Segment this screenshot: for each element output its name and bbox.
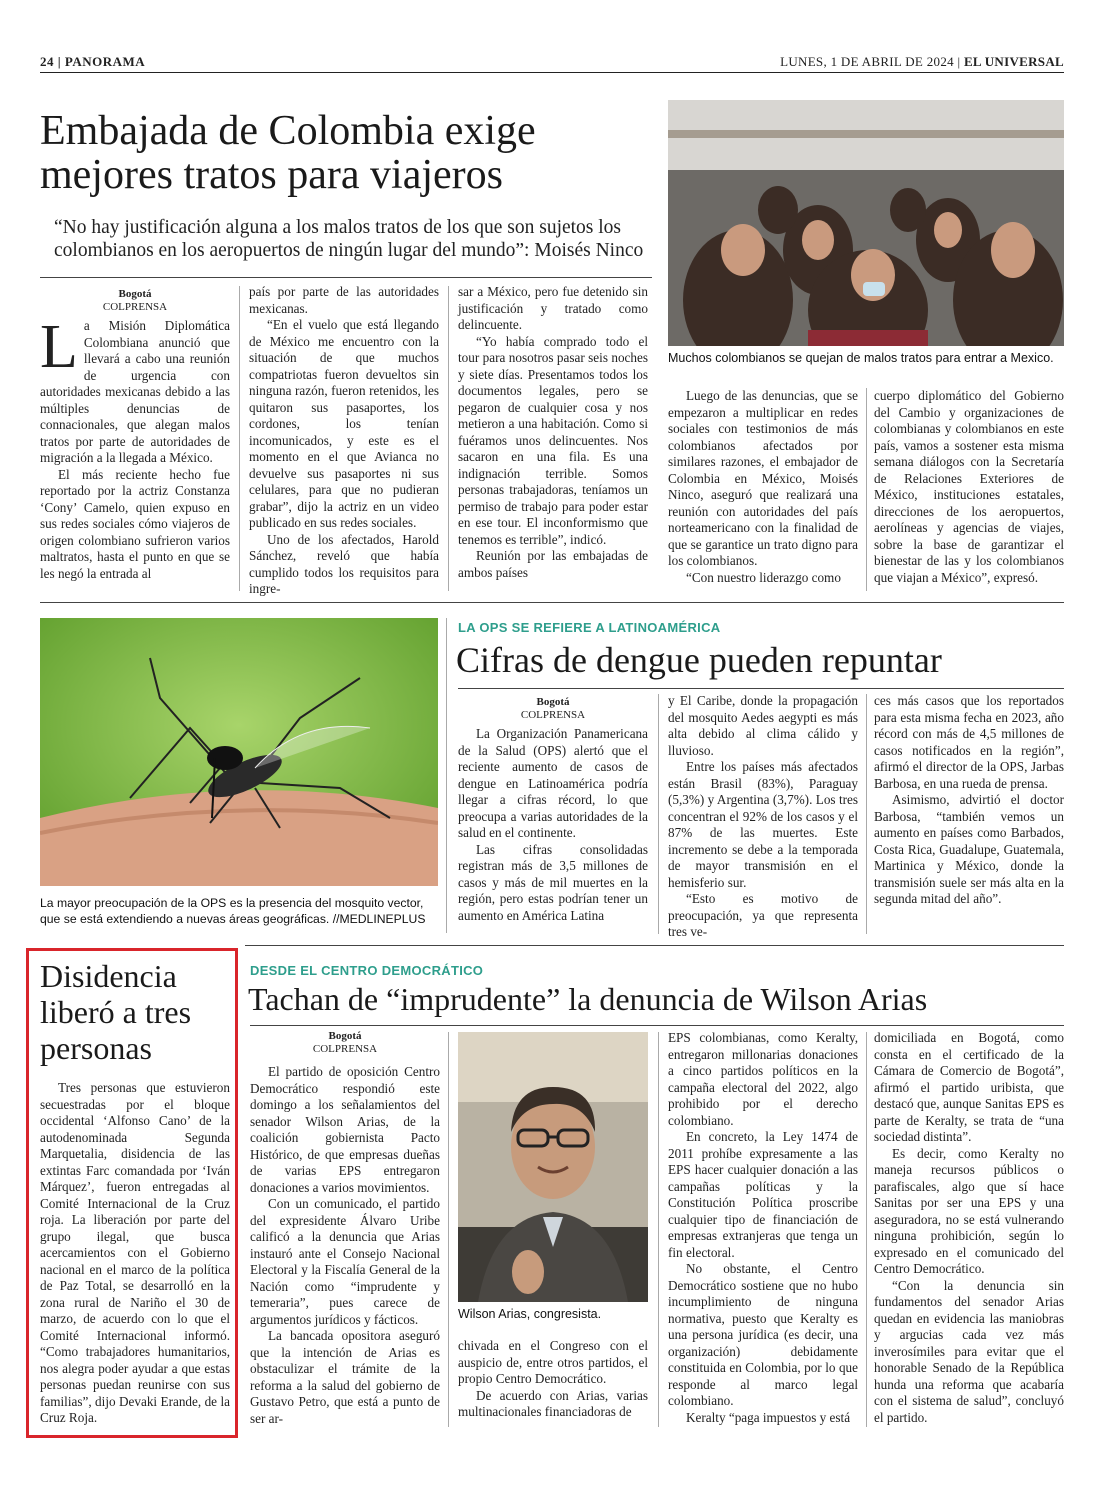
article1-photo-crowd xyxy=(668,100,1064,346)
page-date-masthead: LUNES, 1 DE ABRIL DE 2024 | EL UNIVERSAL xyxy=(780,54,1064,69)
article3-title: Tachan de “imprudente” la denuncia de Wilson Arias xyxy=(248,981,928,1017)
article1-col2: país por parte de las autoridades mexicanas. “En el vuelo que está llegando de México me encuentro con la situación de que muchos compatriotas fueron devueltos sin ninguna razón, fueron retenidos, les quitaron sus pasaportes, los cordones, los tenían incomunicados, y este es el momento en el que Avianca no devuelve sus pasaportes ni sus celulares, para que no pudieran grabar”, dijo la actriz en un video publicado en sus redes sociales. Uno de los afectados, Harold Sánchez, reveló que había cumplido todos los requisitos para ingre- xyxy=(249,284,439,596)
page-section-label: 24 | PANORAMA xyxy=(40,54,146,69)
article3-title-rule xyxy=(250,1025,1064,1026)
article3-col3: EPS colombianas, como Keralty, entregaron millonarias donaciones a cinco partidos políticos en la campaña electoral del 2022, algo prohibido por el derecho colombiano. En concreto, la Ley 1474 de 2011 prohíbe expresamente a las EPS hacer cualquier donación a las campañas políticas y la Constitución Política proscribe cualquier tipo de financiación de empresas extranjeras que tenga un fin electoral. No obstante, el Centro Democrático sostiene que no hubo incumplimiento de ninguna normativa, puesto que Keralty es una persona jurídica (es decir, una organización) debidamente constituida en Colombia, por lo que responde al marco legal colombiano. Keralty “paga impuestos y está xyxy=(668,1030,858,1425)
column-divider xyxy=(658,1032,659,1427)
column-divider xyxy=(866,694,867,934)
byline-agency: COLPRENSA xyxy=(520,709,586,721)
article1-col3: sar a México, pero fue detenido sin justificación y tratado como delincuente. “Yo había comprado todo el tour para nosotros pasar seis noches y siete días. Presentamos todos los documentos legales, pero se pegaron de cualquier cosa y nos metieron a una habitación. Como si fuéramos unos delincuentes. Nos sacaron en una fila. Es una indignación terrible. Somos personas trabajadoras, teníamos un permiso de trabajo para poder estar en ese tour. El inconformismo que tenemos es terrible”, indicó. Reunión por las embajadas de ambos países xyxy=(458,284,648,580)
article1-deck: “No hay justificación alguna a los malos tratos de los que son sujetos los colombianos en los aeropuertos de ningún lugar del mundo”: Moisés Ninco xyxy=(54,217,644,262)
newspaper-name: EL UNIVERSAL xyxy=(963,54,1064,69)
column-divider xyxy=(658,694,659,934)
article3-byline xyxy=(250,1030,440,1056)
article2-kicker: LA OPS SE REFIERE A LATINOAMÉRICA xyxy=(458,620,721,635)
article1-byline xyxy=(40,288,230,314)
sidebar-title: Disidencia liberó a tres personas xyxy=(40,958,192,1066)
column-divider xyxy=(866,388,867,591)
column-divider xyxy=(448,1032,449,1427)
byline-agency: COLPRENSA xyxy=(312,1043,378,1055)
column-divider xyxy=(446,618,447,933)
article3-kicker: DESDE EL CENTRO DEMOCRÁTICO xyxy=(250,963,484,978)
byline-city: Bogotá xyxy=(328,1030,362,1042)
article1-title: Embajada de Colombia exige mejores tratos para viajeros xyxy=(40,108,536,198)
section-divider xyxy=(40,602,1064,603)
article2-photo-mosquito xyxy=(40,618,438,886)
byline-agency: COLPRENSA xyxy=(102,301,168,313)
column-divider xyxy=(448,286,449,591)
column-divider xyxy=(239,286,240,591)
header-rule xyxy=(40,72,1064,73)
section-divider xyxy=(245,945,1064,946)
article2-title-rule xyxy=(458,688,1064,689)
article3-photo-wilson-arias xyxy=(458,1032,648,1302)
article2-title: Cifras de dengue pueden repuntar xyxy=(456,640,942,680)
article1-deck-rule xyxy=(40,277,652,278)
article2-col1: La Organización Panamericana de la Salud (OPS) alertó que el reciente aumento de casos de dengue en Latinoamérica podría llegar a cifras récord, lo que preocupa a varias autoridades de la salud en el continente. Las cifras consolidadas registran más de 3,5 millones de casos y más de mil muertes en la región, pero estas podrían tener un aumento en América Latina xyxy=(458,726,648,923)
article2-col2: y El Caribe, donde la propagación del mosquito Aedes aegypti es más alta debido al clima cálido y lluvioso. Entre los países más afectados están Brasil (83%), Paraguay (5,3%) y Argentina (3,7%). Los tres concentran el 92% de los casos y el 87% de las muertes. Este incremento se debe a la temporada de mayor transmisión en el hemisferio sur. “Esto es motivo de preocupación, ya que representa tres ve- xyxy=(668,693,858,939)
article3-col1: El partido de oposición Centro Democrático respondió este domingo a los señalamientos del senador Wilson Arias, de la coalición gobiernista Pacto Histórico, de que empresas dueñas de varias EPS entregaron donaciones a varios movimientos. Con un comunicado, el partido del expresidente Álvaro Uribe calificó a la denuncia que Arias instauró ante el Consejo Nacional Electoral y la Fiscalía General de la Nación como “imprudente y temeraria”, pues carece de argumentos jurídicos y fácticos. La bancada opositora aseguró que la intención de Arias es obstaculizar el trámite de la reforma a la salud del gobierno de Gustavo Petro, que está a punto de ser ar- xyxy=(250,1064,440,1426)
article2-byline xyxy=(458,696,648,722)
article1-col4: Luego de las denuncias, que se empezaron a multiplicar en redes sociales con testimonios de más colombianos afectados por similares razones, el embajador de Colombia en México, Moisés Ninco, aseguró que realizará una reunión con autoridades del país norteamericano con la finalidad de que se garantice un trato digno para los colombianos. “Con nuestro liderazgo como xyxy=(668,388,858,585)
sidebar-body: Tres personas que estuvieron secuestradas por el bloque occidental ‘Alfonso Cano’ de la autodenominada Segunda Marquetalia, disidencia de las extintas Farc comandada por ‘Iván Márquez’, fueron entregadas al Comité Internacional de la Cruz roja. La liberación por parte del grupo ilegal, que busca acercamientos con el Gobierno nacional en el marco de la política de Paz Total, se desarrolló en la zona rural de Nariño el 30 de marzo, de acuerdo con lo que el Comité Internacional informó. “Como trabajadores humanitarios, nos alegra poder ayudar a que estas personas puedan reunirse con sus familias”, dijo Devaki Erande, de la Cruz Roja. xyxy=(40,1080,230,1425)
article1-col5: cuerpo diplomático del Gobierno del Cambio y organizaciones de colombianas y colombianos en este país, vamos a sostener esta misma semana diálogos con la Secretaría de Relaciones Exteriores de México, instituciones estatales, direcciones de los aeropuertos, aerolíneas y agencias de viajes, sobre la base de garantizar el bienestar de las y los colombianos que viajan a México”, expresó. xyxy=(874,388,1064,585)
article1-col1: La Misión Diplomática Colombiana anunció que llevará a cabo una reunión de urgencia con autoridades mexicanas debido a las múltiples denuncias de connacionales, que alegan malos tratos por parte de autoridades de migración a la llegada a México. El más reciente hecho fue reportado por la actriz Constanza ‘Cony’ Camelo, quien expuso en sus redes sociales cómo viajeros de origen colombiano sufrieron varios maltratos, hasta el punto en que se les negó la entrada al xyxy=(40,313,230,581)
byline-city: Bogotá xyxy=(118,288,152,300)
byline-city: Bogotá xyxy=(536,696,570,708)
article2-photo-caption: La mayor preocupación de la OPS es la presencia del mosquito vector, que se está extendiendo a nuevas áreas geográficas. //MEDLINEPLUS xyxy=(40,896,426,926)
article3-col4: domiciliada en Bogotá, como consta en el certificado de la Cámara de Comercio de Bogotá”, afirmó el partido uribista, que destacó que, aunque Sanitas EPS es parte de Keralty, se trata de “una sociedad distinta”. Es decir, como Keralty no maneja recursos públicos o parafiscales, algo que sí hace Sanitas por ser una EPS y una aseguradora, no se está vulnerando ninguna prohibición, según lo expresado en el comunicado del Centro Democrático. “Con la denuncia sin fundamentos del senador Arias quedan en evidencia las maniobras y argucias cada vez más inverosímiles para evitar que el honorable Senado de la República hunda una reforma que acabaría con el sistema de salud”, concluyó el partido. xyxy=(874,1030,1064,1425)
column-divider xyxy=(866,1032,867,1427)
article3-photo-caption: Wilson Arias, congresista. xyxy=(458,1307,602,1321)
page-date: LUNES, 1 DE ABRIL DE 2024 xyxy=(780,54,954,69)
article2-col3: ces más casos que los reportados para esta misma fecha en 2023, año récord con más de 4,5 millones de casos notificados en la región”, afirmó el director de la OPS, Jarbas Barbosa, en una rueda de prensa. Asimismo, advirtió el doctor Barbosa, “también vemos un aumento en países como Barbados, Costa Rica, Guadalupe, Guatemala, Martinica y México, donde la transmisión suele ser más alta en la segunda mitad del año”. xyxy=(874,693,1064,906)
article3-col2: chivada en el Congreso con el auspicio de, entre otros partidos, el propio Centro Democrático. De acuerdo con Arias, varias multinacionales financiadoras de xyxy=(458,1338,648,1419)
article1-photo-caption: Muchos colombianos se quejan de malos tratos para entrar a Mexico. xyxy=(668,351,1054,365)
dropcap-letter: L xyxy=(40,313,78,381)
